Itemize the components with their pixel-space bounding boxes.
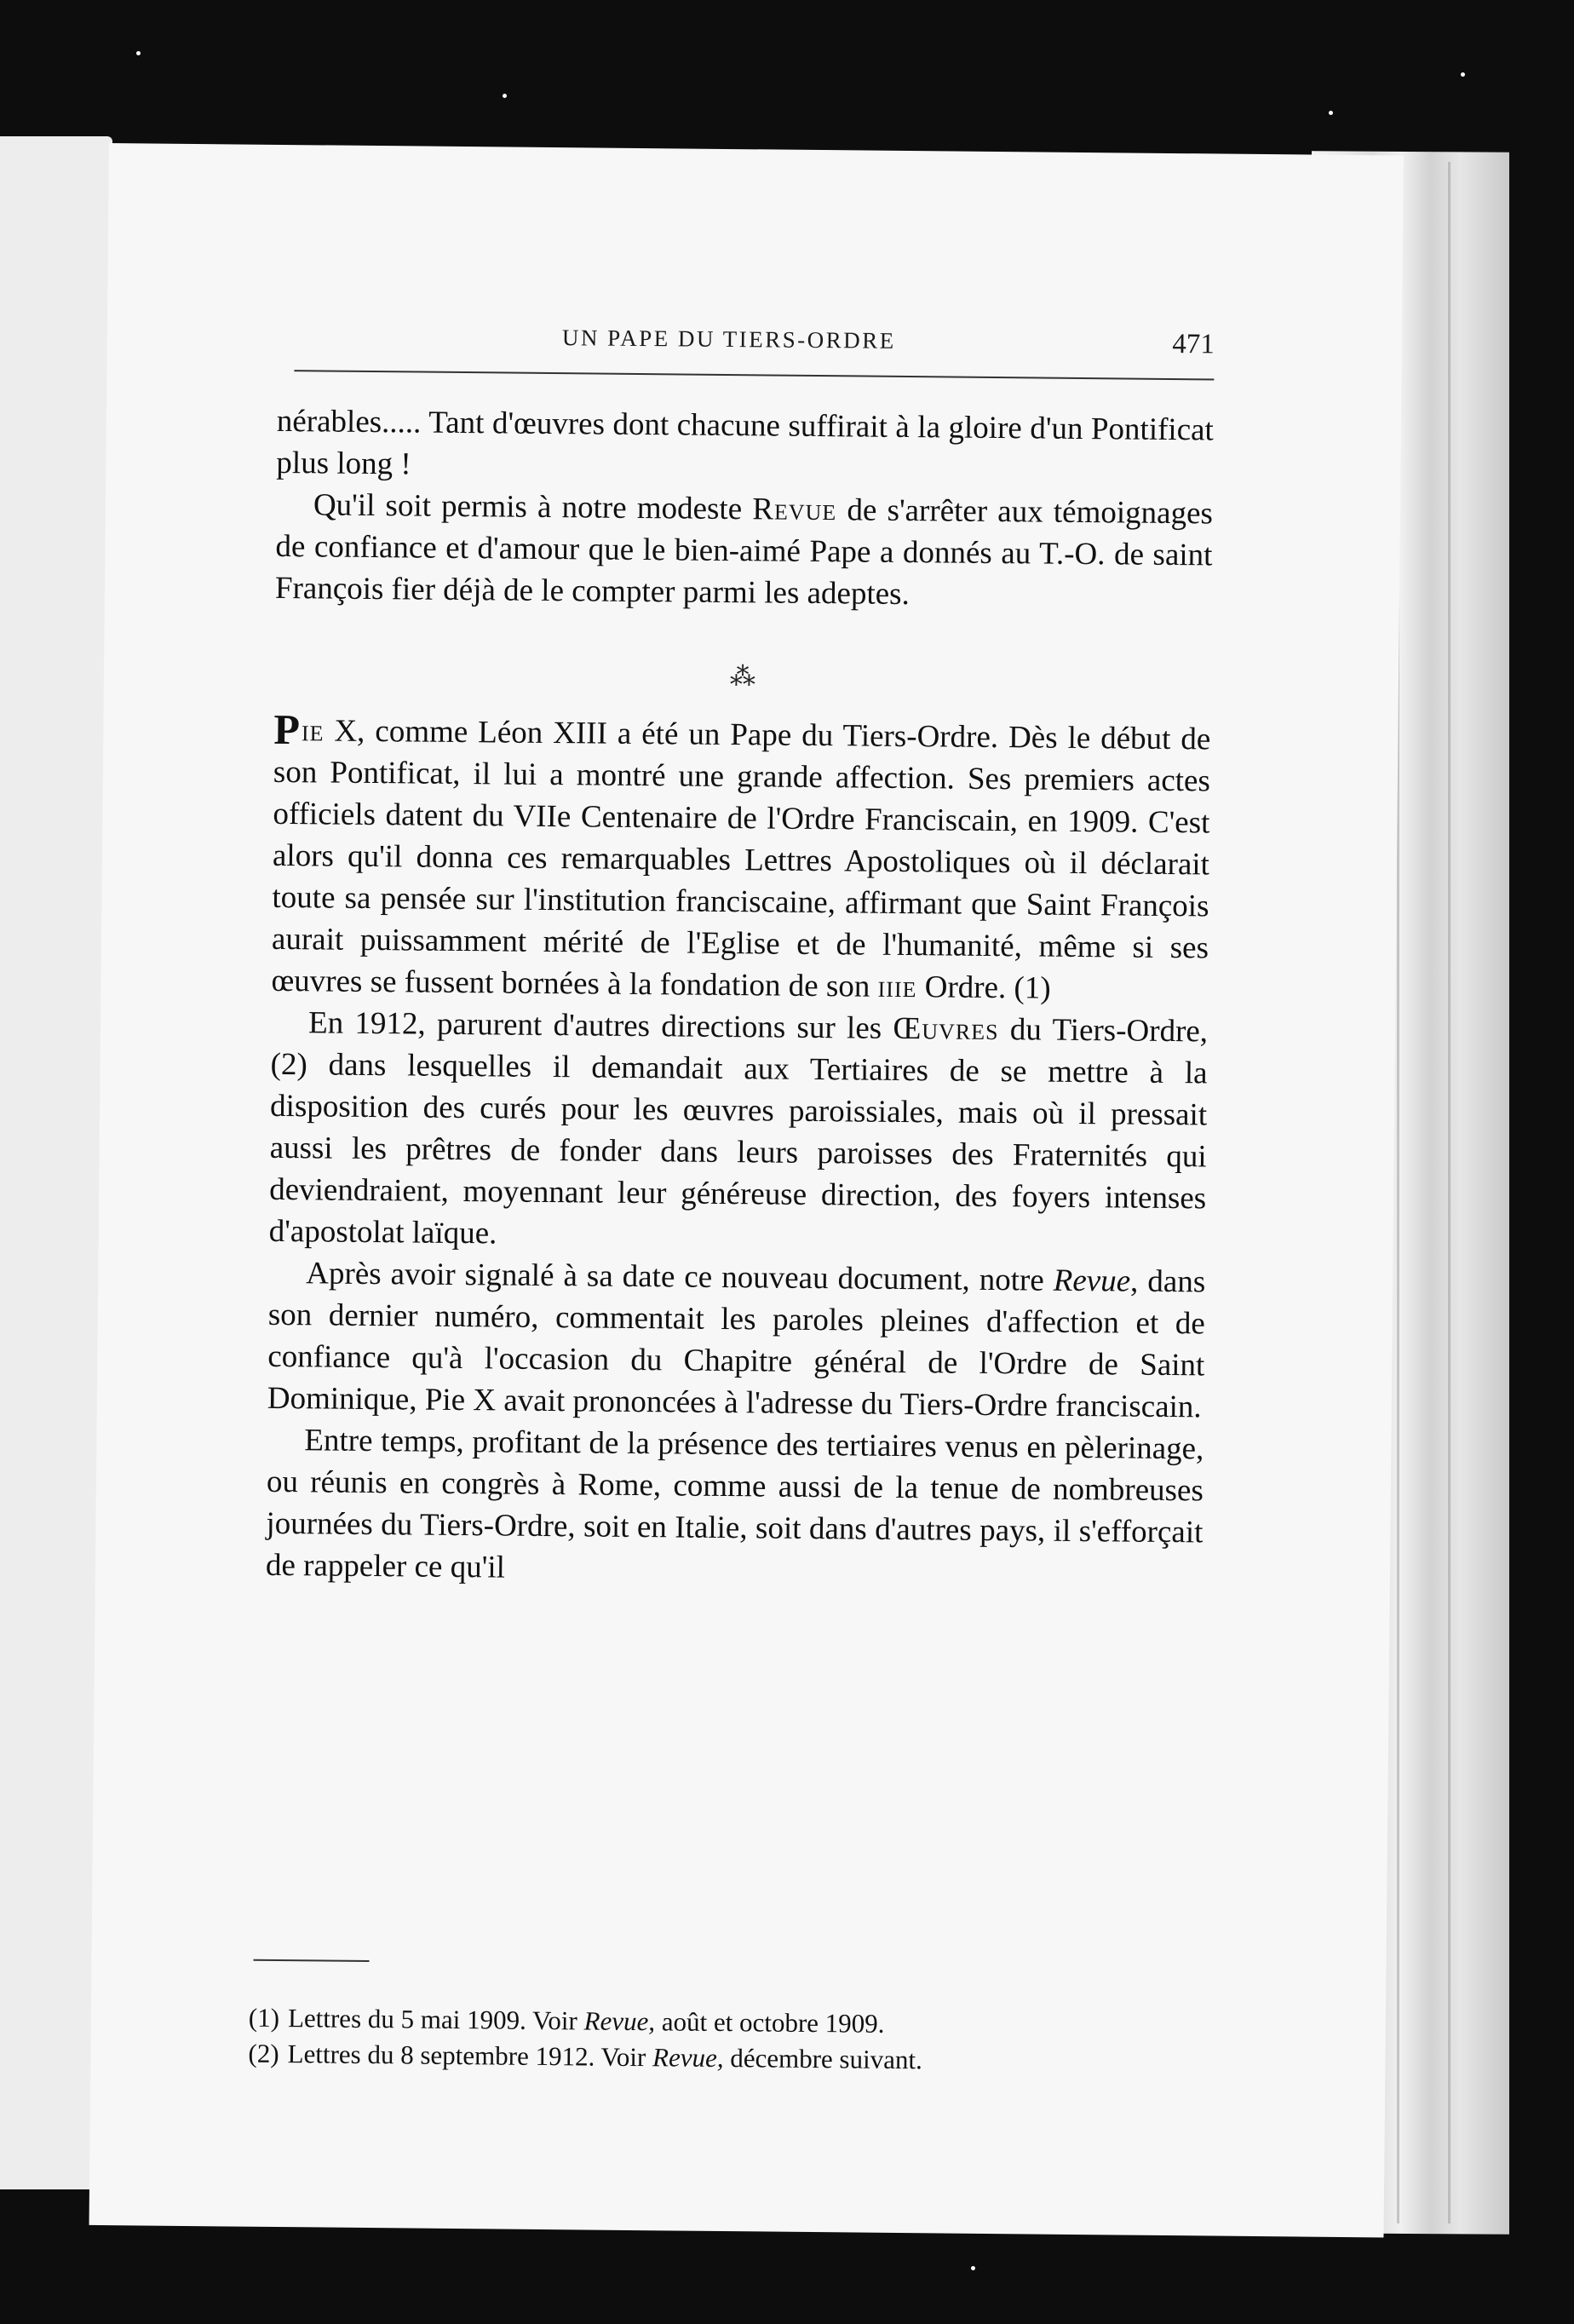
dust-speck (503, 94, 507, 98)
book-page (89, 143, 1404, 2237)
header-rule (294, 370, 1214, 380)
dust-speck (1329, 111, 1333, 115)
paragraph: Qu'il soit permis à notre modeste Revue de s'arrêter aux témoignages de confiance et d'amour que le bien-aimé Pape a donnés au T.-O. de saint François fier déjà de le compter parmi les adeptes. (274, 487, 1214, 613)
paragraph: Après avoir signalé à sa date ce nouveau document, notre Revue, dans son dernier numéro, commentait les paroles pleines d'affection et de confiance qu'à l'occasion du Chapitre général de l'Ordre de Saint Dominique, Pie X avait prononcées à l'adresse du Tiers-Ordre franciscain. (267, 1256, 1206, 1425)
asterism: ⁂ (729, 663, 756, 692)
running-head: UN PAPE DU TIERS-ORDRE (561, 325, 896, 354)
paragraph: En 1912, parurent d'autres directions sur les Œuvres du Tiers-Ordre, (2) dans lesquelles il demandait aux Tertiaires de se mettre à la disposition des curés pour les œuvres paroissiales, mais où il pressait aussi les prêtres de fonder dans leurs paroisses des Fraternités qui deviendraient, moyennant leur généreuse direction, des foyers intenses d'apostolat laïque. (268, 1005, 1209, 1251)
drop-capital: P (273, 705, 301, 754)
dust-speck (136, 51, 141, 55)
body-text (266, 400, 1214, 1595)
dust-speck (1461, 72, 1465, 77)
paragraph: Pie X, comme Léon XIII a été un Pape du Tiers-Ordre. Dès le début de son Pontificat, il lui a montré une grande affection. Ses premiers actes officiels datent du VIIe Centenaire de l'Ordre Franciscain, en 1909. C'est alors qu'il donna ces remarquables Lettres Apostoliques où il déclarait toute sa pensée sur l'institution franciscaine, affirmant que Saint François aurait puissamment mérité de l'Eglise et de l'humanité, même si ses œuvres se fussent bornées à la fondation de son iiie Ordre. (1) (271, 705, 1211, 1006)
dust-speck (971, 2266, 975, 2270)
page-edge-line (1448, 162, 1450, 2223)
footnote-rule (254, 1959, 370, 1962)
footnote: (2) Lettres du 8 septembre 1912. Voir Revue, décembre suivant. (248, 2038, 923, 2075)
footnotes (248, 2000, 1186, 2081)
paragraph: nérables..... Tant d'œuvres dont chacune suffirait à la gloire d'un Pontificat plus long ! (276, 403, 1215, 482)
revue-smallcaps: Revue (752, 492, 837, 528)
paragraph: Entre temps, profitant de la présence des tertiaires venus en pèlerinage, ou réunis en congrès à Rome, comme aussi de la tenue de nombreuses journées du Tiers-Ordre, soit en Italie, soit dans d'autres pays, il s'efforçait de rappeler ce qu'il (265, 1423, 1204, 1585)
footnote: (1) Lettres du 5 mai 1909. Voir Revue, août et octobre 1909. (248, 2002, 885, 2039)
page-number: 471 (1172, 328, 1215, 360)
page-header (294, 322, 1215, 382)
